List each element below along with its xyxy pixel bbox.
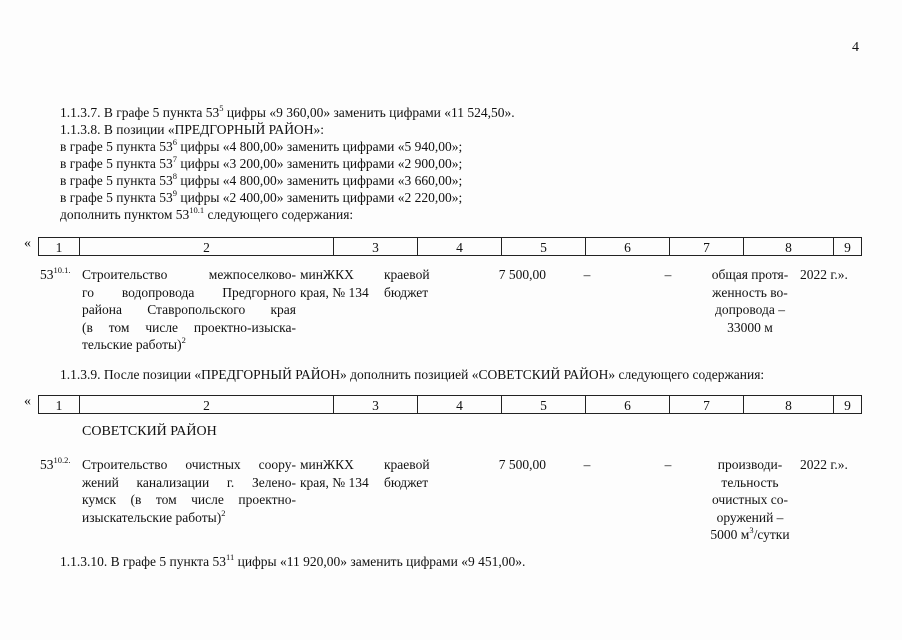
instruction-line: в графе 5 пункта $53^7$ цифры «3 200,00» заменить цифрами «2 900,00»;	[60, 154, 463, 171]
column-header: 7	[670, 395, 744, 414]
column-header: 4	[418, 395, 502, 414]
row-budget: краевой бюджет	[384, 267, 430, 300]
column-header: 8	[744, 237, 834, 256]
instruction-line: дополнить пунктом $53^{10.1}$ следующего содержания:	[60, 205, 354, 222]
open-quote: «	[24, 394, 31, 409]
column-header: 5	[502, 237, 586, 256]
column-header: 6	[586, 395, 670, 414]
instruction-line: в графе 5 пункта $53^9$ цифры «2 400,00» заменить цифрами «2 220,00»;	[60, 188, 463, 205]
row-year: 2022 г.».	[800, 267, 848, 282]
column-header: 5	[502, 395, 586, 414]
row-col6: –	[583, 457, 591, 472]
row-budget: краевой бюджет	[384, 457, 430, 490]
column-header: 1	[38, 237, 80, 256]
row-amount: 7 500,00	[498, 267, 546, 282]
table-row	[0, 456, 902, 546]
row-col6: –	[583, 267, 591, 282]
row-result: общая протя- женность во- допровода – 33000 м	[711, 267, 789, 335]
column-header: 4	[418, 237, 502, 256]
column-header: 6	[586, 237, 670, 256]
row-description: Строительство межпоселково- го водопровода Предгорного района Ставропольского края (в том числе проектно-изыска- тельские работы)$^2$	[82, 267, 296, 352]
column-header: 2	[80, 237, 334, 256]
column-header-row	[38, 237, 862, 257]
row-amount: 7 500,00	[498, 457, 546, 472]
paragraph-1-1-3-7: 1.1.3.7. В графе 5 пункта $53^5$ цифры «9 360,00» заменить цифрами «11 524,50».	[60, 103, 515, 120]
paragraph-1-1-3-8: 1.1.3.8. В позиции «ПРЕДГОРНЫЙ РАЙОН»:	[60, 122, 324, 137]
row-organization: минЖКХ края, № 134	[300, 457, 369, 490]
page-number: 4	[852, 40, 859, 55]
row-col7: –	[664, 267, 672, 282]
row-number: $53^{10.1.}$	[40, 265, 71, 282]
column-header: 3	[334, 237, 418, 256]
table-row	[0, 266, 902, 356]
column-header: 1	[38, 395, 80, 414]
row-description: Строительство очистных соору- жений канализации г. Зелено- кумск (в том числе проектно- изыскательские работы)$^2$	[82, 457, 296, 525]
paragraph-1-1-3-10: 1.1.3.10. В графе 5 пункта $53^{11}$ цифры «11 920,00» заменить цифрами «9 451,00».	[60, 552, 526, 569]
row-year: 2022 г.».	[800, 457, 848, 472]
row-organization: минЖКХ края, № 134	[300, 267, 369, 300]
row-number: $53^{10.2.}$	[40, 455, 71, 472]
column-header: 9	[834, 395, 862, 414]
row-result: производи- тельность очистных со- оружений – 5000 $м^3$/сутки	[710, 457, 790, 542]
column-header: 7	[670, 237, 744, 256]
column-header: 2	[80, 395, 334, 414]
paragraph-1-1-3-9: 1.1.3.9. После позиции «ПРЕДГОРНЫЙ РАЙОН» дополнить позицией «СОВЕТСКИЙ РАЙОН» следующего содержания:	[60, 367, 765, 382]
column-header: 9	[834, 237, 862, 256]
instruction-line: в графе 5 пункта $53^8$ цифры «4 800,00» заменить цифрами «3 660,00»;	[60, 171, 463, 188]
row-col7: –	[664, 457, 672, 472]
column-header: 3	[334, 395, 418, 414]
section-title: СОВЕТСКИЙ РАЙОН	[82, 424, 217, 439]
open-quote: «	[24, 236, 31, 251]
instruction-line: в графе 5 пункта $53^6$ цифры «4 800,00» заменить цифрами «5 940,00»;	[60, 137, 463, 154]
column-header-row	[38, 395, 862, 415]
column-header: 8	[744, 395, 834, 414]
